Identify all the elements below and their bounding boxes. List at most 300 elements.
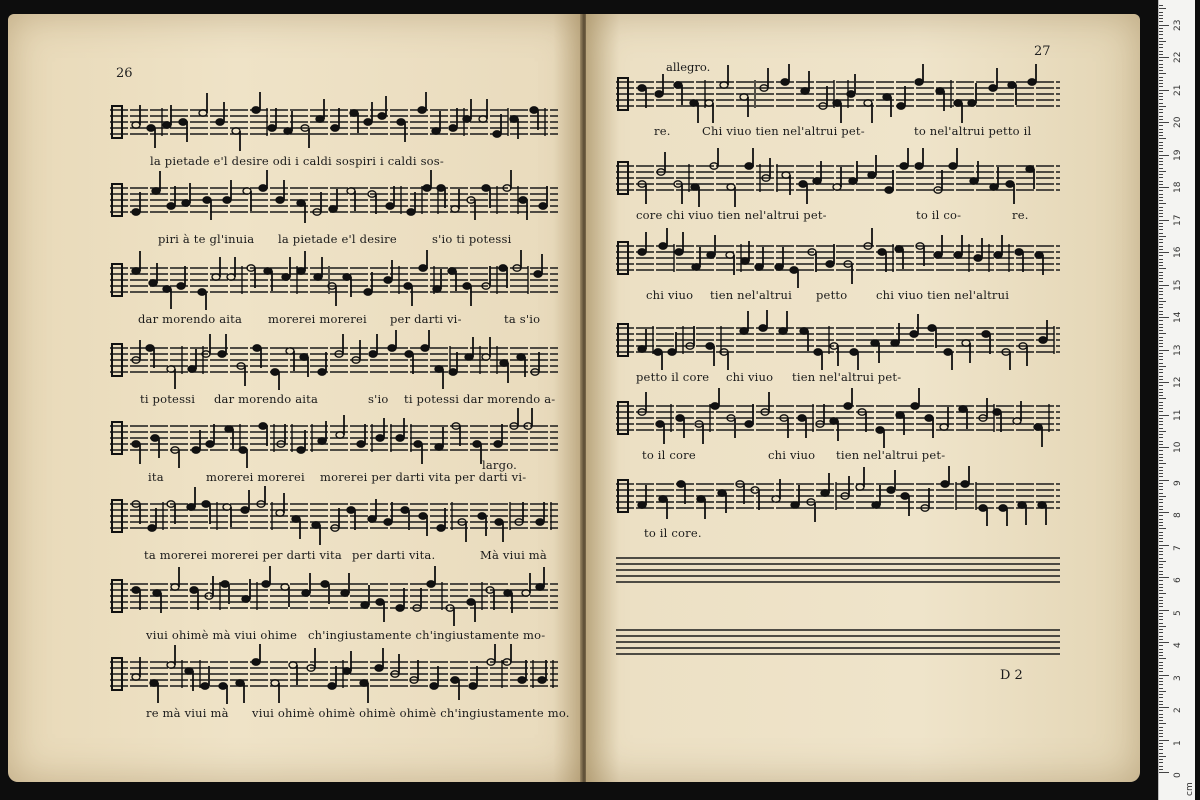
ruler-tick xyxy=(1159,86,1163,87)
ruler-tick xyxy=(1159,473,1163,474)
ruler-tick xyxy=(1159,389,1163,390)
ruler-tick xyxy=(1159,363,1163,364)
ruler-tick xyxy=(1159,57,1169,58)
ruler-tick xyxy=(1159,382,1169,383)
ruler-tick xyxy=(1159,450,1163,451)
ruler-tick xyxy=(1159,701,1163,702)
ruler-label: 16 xyxy=(1173,246,1183,258)
ruler-tick xyxy=(1159,356,1163,357)
ruler-tick xyxy=(1159,8,1166,9)
ruler-tick xyxy=(1159,593,1166,594)
ruler-tick xyxy=(1159,577,1169,578)
ruler-label: 8 xyxy=(1173,512,1183,518)
ruler-tick xyxy=(1159,51,1163,52)
music-staff xyxy=(616,310,1060,370)
ruler-tick xyxy=(1159,67,1163,68)
ruler-tick xyxy=(1159,710,1163,711)
ruler-tick xyxy=(1159,499,1163,500)
ruler-tick xyxy=(1159,112,1163,113)
ruler-tick xyxy=(1159,255,1163,256)
ruler-tick xyxy=(1159,545,1169,546)
ruler-tick xyxy=(1159,145,1163,146)
ruler-tick xyxy=(1159,207,1163,208)
ruler-tick xyxy=(1159,99,1163,100)
ruler-tick xyxy=(1159,623,1163,624)
music-staff xyxy=(616,540,1060,600)
ruler-tick xyxy=(1159,103,1163,104)
ruler-tick xyxy=(1159,528,1166,529)
lyric-text: per darti vi- xyxy=(390,312,462,326)
ruler-tick xyxy=(1159,77,1163,78)
ruler-tick xyxy=(1159,554,1163,555)
lyric-text: to il core xyxy=(642,448,696,462)
ruler-tick xyxy=(1159,402,1163,403)
ruler-label: 11 xyxy=(1173,409,1183,421)
ruler-tick xyxy=(1159,746,1163,747)
ruler-tick xyxy=(1159,392,1163,393)
ruler-tick xyxy=(1159,681,1163,682)
ruler-tick xyxy=(1159,525,1163,526)
music-staff xyxy=(110,92,558,152)
ruler-tick xyxy=(1159,610,1169,611)
ruler-tick xyxy=(1159,447,1169,448)
ruler-tick xyxy=(1159,138,1166,139)
ruler-tick xyxy=(1159,161,1163,162)
ruler-label: 10 xyxy=(1173,441,1183,453)
ruler-tick xyxy=(1159,421,1163,422)
ruler-tick xyxy=(1159,249,1163,250)
ruler-tick xyxy=(1159,606,1163,607)
ruler-tick xyxy=(1159,327,1163,328)
ruler-tick xyxy=(1159,652,1163,653)
ruler-tick xyxy=(1159,142,1163,143)
music-staff xyxy=(110,644,558,704)
ruler-tick xyxy=(1159,151,1163,152)
ruler-tick xyxy=(1159,109,1163,110)
ruler-tick xyxy=(1159,119,1163,120)
music-staff xyxy=(110,250,558,310)
ruler-tick xyxy=(1159,213,1163,214)
ruler-tick xyxy=(1159,587,1163,588)
ruler-tick xyxy=(1159,408,1163,409)
ruler-tick xyxy=(1159,233,1163,234)
ruler-tick xyxy=(1159,281,1163,282)
ruler-tick xyxy=(1159,603,1163,604)
ruler-tick xyxy=(1159,600,1163,601)
ruler-tick xyxy=(1159,220,1169,221)
right-page-number: 27 xyxy=(1034,44,1051,59)
ruler-tick xyxy=(1159,135,1163,136)
ruler-tick xyxy=(1159,385,1163,386)
ruler-tick xyxy=(1159,678,1163,679)
lyric-text: re. xyxy=(1012,208,1029,222)
ruler-tick xyxy=(1159,411,1163,412)
ruler-tick xyxy=(1159,34,1163,35)
lyric-text: largo. xyxy=(482,458,517,472)
lyric-text: piri à te gl'inuia xyxy=(158,232,255,246)
ruler-tick xyxy=(1159,304,1163,305)
music-staff xyxy=(110,486,558,546)
music-staff xyxy=(616,466,1060,526)
ruler-tick xyxy=(1159,691,1166,692)
ruler-tick xyxy=(1159,662,1163,663)
ruler-label: 7 xyxy=(1173,544,1183,551)
ruler-tick xyxy=(1159,106,1166,107)
ruler-tick xyxy=(1159,493,1163,494)
ruler-label: 19 xyxy=(1173,149,1183,161)
ruler-tick xyxy=(1159,658,1166,659)
ruler-tick xyxy=(1159,31,1163,32)
lyric-text: ti potessi dar morendo a- xyxy=(404,392,556,406)
right-page xyxy=(586,14,1140,782)
tempo-marking: allegro. xyxy=(666,60,711,74)
ruler-label: 13 xyxy=(1173,344,1183,356)
music-staff xyxy=(616,148,1060,208)
lyric-text: ta s'io xyxy=(504,312,541,326)
ruler-tick xyxy=(1159,675,1169,676)
ruler-tick xyxy=(1159,753,1163,754)
ruler-tick xyxy=(1159,506,1163,507)
lyric-text: ch'ingiustamente ch'ingiustamente mo- xyxy=(308,628,546,642)
ruler-tick xyxy=(1159,346,1163,347)
ruler-tick xyxy=(1159,12,1163,13)
ruler-tick xyxy=(1159,714,1163,715)
lyric-text: tien nel'altrui xyxy=(710,288,792,302)
ruler-tick xyxy=(1159,90,1169,91)
ruler-tick xyxy=(1159,567,1163,568)
ruler-tick xyxy=(1159,723,1166,724)
ruler-tick xyxy=(1159,480,1169,481)
ruler-tick xyxy=(1159,564,1163,565)
ruler-tick xyxy=(1159,584,1163,585)
left-page xyxy=(8,14,582,782)
measuring-ruler xyxy=(1158,0,1195,800)
ruler-tick xyxy=(1159,298,1163,299)
ruler-tick xyxy=(1159,616,1163,617)
ruler-tick xyxy=(1159,122,1169,123)
ruler-tick xyxy=(1159,41,1166,42)
lyric-text: morerei per darti vita per darti vi- xyxy=(320,470,527,484)
ruler-tick xyxy=(1159,379,1163,380)
ruler-label: 17 xyxy=(1173,214,1183,226)
ruler-tick xyxy=(1159,15,1163,16)
ruler-tick xyxy=(1159,558,1163,559)
ruler-tick xyxy=(1159,749,1163,750)
ruler-label: 0 xyxy=(1173,772,1183,778)
ruler-unit: cm xyxy=(1185,782,1195,796)
ruler-tick xyxy=(1159,561,1166,562)
ruler-tick xyxy=(1159,307,1163,308)
ruler-tick xyxy=(1159,398,1166,399)
ruler-tick xyxy=(1159,330,1163,331)
ruler-tick xyxy=(1159,93,1163,94)
ruler-tick xyxy=(1159,132,1163,133)
ruler-tick xyxy=(1159,314,1163,315)
ruler-tick xyxy=(1159,502,1163,503)
ruler-tick xyxy=(1159,203,1166,204)
lyric-text: morerei morerei xyxy=(268,312,367,326)
ruler-label: 20 xyxy=(1173,116,1183,128)
music-staff xyxy=(110,330,558,390)
ruler-tick xyxy=(1159,632,1163,633)
ruler-tick xyxy=(1159,194,1163,195)
ruler-tick xyxy=(1159,515,1163,516)
ruler-tick xyxy=(1159,171,1166,172)
ruler-tick xyxy=(1159,736,1163,737)
ruler-tick xyxy=(1159,320,1163,321)
ruler-tick xyxy=(1159,18,1163,19)
ruler-label: 15 xyxy=(1173,279,1183,291)
ruler-tick xyxy=(1159,441,1163,442)
ruler-tick xyxy=(1159,184,1163,185)
lyric-text: chi viuo xyxy=(726,370,774,384)
ruler-tick xyxy=(1159,727,1163,728)
ruler-tick xyxy=(1159,275,1163,276)
ruler-tick xyxy=(1159,294,1163,295)
ruler-tick xyxy=(1159,730,1163,731)
lyric-text: viui ohimè ohimè ohimè ohimè ch'ingiustamente mo. xyxy=(252,706,570,720)
ruler-tick xyxy=(1159,369,1163,370)
ruler-tick xyxy=(1159,291,1163,292)
ruler-tick xyxy=(1159,418,1163,419)
lyric-text: ita xyxy=(148,470,164,484)
ruler-tick xyxy=(1159,366,1166,367)
ruler-tick xyxy=(1159,639,1163,640)
ruler-tick xyxy=(1159,434,1163,435)
ruler-tick xyxy=(1159,636,1163,637)
open-book xyxy=(8,14,1140,782)
ruler-tick xyxy=(1159,766,1163,767)
ruler-tick xyxy=(1159,541,1163,542)
ruler-tick xyxy=(1159,116,1163,117)
ruler-tick xyxy=(1159,262,1163,263)
ruler-tick xyxy=(1159,197,1163,198)
ruler-label: 9 xyxy=(1173,479,1183,486)
ruler-tick xyxy=(1159,73,1166,74)
ruler-tick xyxy=(1159,301,1166,302)
ruler-tick xyxy=(1159,548,1163,549)
ruler-tick xyxy=(1159,200,1163,201)
ruler-tick xyxy=(1159,694,1163,695)
ruler-tick xyxy=(1159,288,1163,289)
ruler-label: 12 xyxy=(1173,376,1183,388)
ruler-tick xyxy=(1159,551,1163,552)
ruler-tick xyxy=(1159,38,1163,39)
ruler-label: 1 xyxy=(1173,739,1183,746)
ruler-tick xyxy=(1159,629,1163,630)
music-staff xyxy=(616,612,1060,672)
ruler-tick xyxy=(1159,242,1163,243)
ruler-label: 2 xyxy=(1173,707,1183,713)
ruler-tick xyxy=(1159,483,1163,484)
ruler-tick xyxy=(1159,707,1169,708)
ruler-tick xyxy=(1159,574,1163,575)
lyric-text: chi viuo xyxy=(768,448,816,462)
ruler-tick xyxy=(1159,181,1163,182)
ruler-tick xyxy=(1159,697,1163,698)
ruler-tick xyxy=(1159,125,1163,126)
ruler-tick xyxy=(1159,64,1163,65)
ruler-tick xyxy=(1159,21,1163,22)
ruler-tick xyxy=(1159,285,1169,286)
lyric-text: la pietade e'l desire odi i caldi sospiri i caldi sos- xyxy=(150,154,444,168)
music-staff xyxy=(616,228,1060,288)
ruler-tick xyxy=(1159,496,1166,497)
lyric-text: viui ohimè mà viui ohime xyxy=(146,628,298,642)
ruler-tick xyxy=(1159,158,1163,159)
music-staff xyxy=(616,64,1060,124)
ruler-tick xyxy=(1159,649,1163,650)
ruler-tick xyxy=(1159,25,1169,26)
ruler-tick xyxy=(1159,590,1163,591)
ruler-tick xyxy=(1159,236,1166,237)
ruler-label: 4 xyxy=(1173,642,1183,648)
ruler-label: 5 xyxy=(1173,609,1183,616)
lyric-text: petto il core xyxy=(636,370,710,384)
ruler-tick xyxy=(1159,376,1163,377)
ruler-tick xyxy=(1159,190,1163,191)
ruler-tick xyxy=(1159,532,1163,533)
ruler-tick xyxy=(1159,259,1163,260)
ruler-tick xyxy=(1159,340,1163,341)
ruler-tick xyxy=(1159,522,1163,523)
ruler-label: 14 xyxy=(1173,311,1183,323)
lyric-text: dar morendo aita xyxy=(214,392,319,406)
ruler-tick xyxy=(1159,337,1163,338)
ruler-tick xyxy=(1159,353,1163,354)
ruler-tick xyxy=(1159,246,1163,247)
ruler-tick xyxy=(1159,216,1163,217)
ruler-tick xyxy=(1159,444,1163,445)
ruler-tick xyxy=(1159,239,1163,240)
ruler-tick xyxy=(1159,645,1163,646)
lyric-text: s'io ti potessi xyxy=(432,232,512,246)
ruler-tick xyxy=(1159,83,1163,84)
lyric-text: tien nel'altrui pet- xyxy=(792,370,902,384)
ruler-tick xyxy=(1159,756,1166,757)
lyric-text: core chi viuo tien nel'altrui pet- xyxy=(636,208,827,222)
ruler-tick xyxy=(1159,720,1163,721)
lyric-text: morerei morerei xyxy=(206,470,305,484)
ruler-tick xyxy=(1159,467,1163,468)
ruler-tick xyxy=(1159,268,1166,269)
ruler-tick xyxy=(1159,684,1163,685)
ruler-tick xyxy=(1159,223,1163,224)
ruler-tick xyxy=(1159,759,1163,760)
ruler-tick xyxy=(1159,512,1169,513)
ruler-tick xyxy=(1159,324,1163,325)
ruler-tick xyxy=(1159,470,1163,471)
ruler-tick xyxy=(1159,343,1163,344)
ruler-tick xyxy=(1159,5,1163,6)
ruler-tick xyxy=(1159,177,1163,178)
ruler-tick xyxy=(1159,519,1163,520)
ruler-tick xyxy=(1159,463,1166,464)
ruler-tick xyxy=(1159,265,1163,266)
lyric-text: ti potessi xyxy=(140,392,196,406)
lyric-text: Mà viui mà xyxy=(480,548,547,562)
ruler-tick xyxy=(1159,668,1163,669)
ruler-tick xyxy=(1159,405,1163,406)
lyric-text: chi viuo xyxy=(646,288,694,302)
ruler-tick xyxy=(1159,431,1166,432)
lyric-text: per darti vita. xyxy=(352,548,436,562)
lyric-text: la pietade e'l desire xyxy=(278,232,397,246)
ruler-tick xyxy=(1159,54,1163,55)
ruler-tick xyxy=(1159,457,1163,458)
ruler-tick xyxy=(1159,642,1169,643)
ruler-tick xyxy=(1159,70,1163,71)
ruler-tick xyxy=(1159,437,1163,438)
ruler-tick xyxy=(1159,129,1163,130)
left-page-number: 26 xyxy=(116,66,133,81)
ruler-tick xyxy=(1159,535,1163,536)
lyric-text: chi viuo tien nel'altrui xyxy=(876,288,1010,302)
ruler-tick xyxy=(1159,454,1163,455)
ruler-tick xyxy=(1159,28,1163,29)
lyric-text: re mà viui mà xyxy=(146,706,229,720)
ruler-tick xyxy=(1159,359,1163,360)
music-staff xyxy=(110,170,558,230)
ruler-tick xyxy=(1159,704,1163,705)
lyric-text: tien nel'altrui pet- xyxy=(836,448,946,462)
ruler-label: 23 xyxy=(1173,19,1183,31)
ruler-tick xyxy=(1159,460,1163,461)
lyric-text: dar morendo aita xyxy=(138,312,243,326)
ruler-tick xyxy=(1159,655,1163,656)
ruler-tick xyxy=(1159,772,1169,773)
ruler-tick xyxy=(1159,333,1166,334)
lyric-text: to il co- xyxy=(916,208,962,222)
ruler-tick xyxy=(1159,476,1163,477)
ruler-tick xyxy=(1159,619,1163,620)
ruler-tick xyxy=(1159,538,1163,539)
ruler-tick xyxy=(1159,743,1163,744)
ruler-tick xyxy=(1159,278,1163,279)
ruler-label: 22 xyxy=(1173,51,1183,63)
ruler-tick xyxy=(1159,665,1163,666)
ruler-tick xyxy=(1159,489,1163,490)
ruler-tick xyxy=(1159,626,1166,627)
ruler-tick xyxy=(1159,486,1163,487)
ruler-tick xyxy=(1159,317,1169,318)
ruler-label: 18 xyxy=(1173,181,1183,193)
ruler-tick xyxy=(1159,80,1163,81)
ruler-tick xyxy=(1159,174,1163,175)
ruler-tick xyxy=(1159,47,1163,48)
lyric-text: s'io xyxy=(368,392,389,406)
ruler-tick xyxy=(1159,613,1163,614)
ruler-tick xyxy=(1159,226,1163,227)
ruler-tick xyxy=(1159,762,1163,763)
music-staff xyxy=(616,388,1060,448)
ruler-tick xyxy=(1159,155,1169,156)
ruler-tick xyxy=(1159,311,1163,312)
ruler-tick xyxy=(1159,96,1163,97)
ruler-tick xyxy=(1159,148,1163,149)
ruler-tick xyxy=(1159,44,1163,45)
ruler-tick xyxy=(1159,733,1163,734)
ruler-tick xyxy=(1159,688,1163,689)
ruler-tick xyxy=(1159,571,1163,572)
ruler-tick xyxy=(1159,272,1163,273)
ruler-tick xyxy=(1159,372,1163,373)
ruler-label: 3 xyxy=(1173,674,1183,681)
ruler-tick xyxy=(1159,60,1163,61)
ruler-tick xyxy=(1159,428,1163,429)
lyric-text: petto xyxy=(816,288,848,302)
ruler-tick xyxy=(1159,415,1169,416)
